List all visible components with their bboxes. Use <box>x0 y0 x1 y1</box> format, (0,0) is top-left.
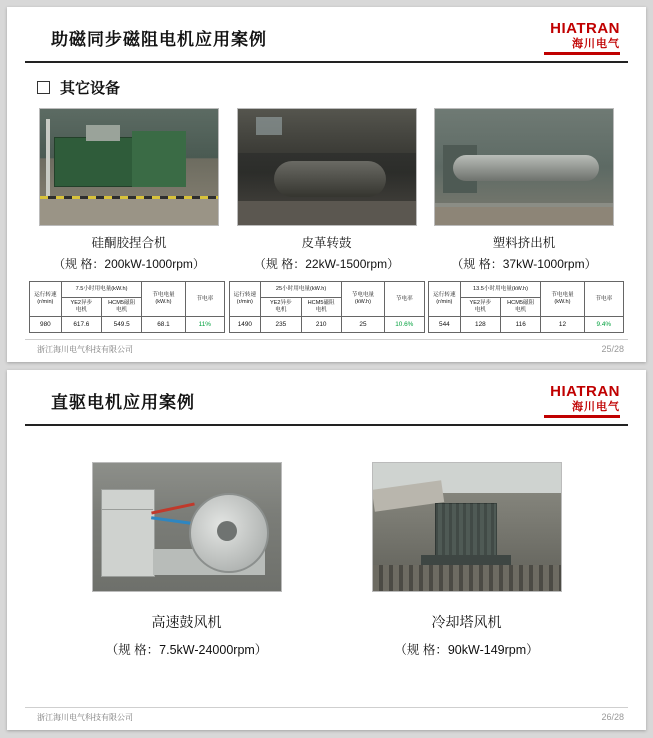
th-saving-rate: 节电率 <box>385 282 424 317</box>
case-photo-leather-drum <box>237 108 417 226</box>
th-saving-rate: 节电率 <box>185 282 224 317</box>
table-row <box>229 317 424 333</box>
case-photo-cooling-tower-fan <box>372 462 562 592</box>
th-energy-group: 13.5小时用电量(kW.h) <box>460 282 541 298</box>
footer-company: 浙江海川电气科技有限公司 <box>37 345 133 354</box>
cell-speed: 544 <box>429 317 461 333</box>
case-spec: （规 格：200kW-1000rpm） <box>53 257 205 271</box>
measurement-table <box>428 281 624 333</box>
cell-saved-kwh: 68.1 <box>142 317 185 333</box>
slide-1 <box>7 7 646 362</box>
cell-saved-kwh: 12 <box>541 317 584 333</box>
section-title: 其它设备 <box>60 80 121 97</box>
cell-async-kwh: 128 <box>460 317 500 333</box>
table-row <box>429 317 624 333</box>
footer-company: 浙江海川电气科技有限公司 <box>37 713 133 722</box>
th-hcm-motor: HCM5磁阻 电机 <box>102 298 142 317</box>
case-item <box>229 108 425 272</box>
case-spec: （规 格：37kW-1000rpm） <box>451 257 597 271</box>
logo-text-en: HIATRAN <box>550 383 620 400</box>
cell-speed: 1490 <box>229 317 261 333</box>
case-spec: （规 格：22kW-1500rpm） <box>253 257 400 271</box>
page-title: 助磁同步磁阻电机应用案例 <box>51 30 267 49</box>
logo-text-en: HIATRAN <box>550 20 620 37</box>
th-saved-energy: 节电电量 (kW.h) <box>541 282 584 317</box>
case-name: 冷却塔风机 <box>431 614 502 630</box>
page-title: 直驱电机应用案例 <box>51 393 195 412</box>
cell-speed: 980 <box>30 317 62 333</box>
logo-text-cn: 海川电气 <box>572 401 620 413</box>
case-photo-extruder <box>434 108 614 226</box>
logo-text-cn: 海川电气 <box>572 38 620 50</box>
th-energy-group: 7.5小时用电量(kW.h) <box>61 282 142 298</box>
company-logo <box>544 21 620 55</box>
slide-2-footer <box>25 707 628 730</box>
case-list <box>31 108 622 272</box>
cell-hcm-kwh: 210 <box>301 317 341 333</box>
case-photo-high-speed-blower <box>92 462 282 592</box>
cell-saving-rate: 9.4% <box>584 317 623 333</box>
measurement-table <box>29 281 225 333</box>
th-saving-rate: 节电率 <box>584 282 623 317</box>
th-saved-energy: 节电电量 (kW.h) <box>142 282 185 317</box>
case-name: 皮革转鼓 <box>301 236 352 250</box>
th-speed: 运行转速 (r/min) <box>429 282 461 317</box>
th-speed: 运行转速 (r/min) <box>229 282 261 317</box>
slide-2-header <box>25 380 628 426</box>
company-logo <box>544 384 620 418</box>
square-bullet-icon <box>37 81 50 94</box>
th-energy-group: 25小时用电量(kW.h) <box>261 282 342 298</box>
case-spec: （规 格：7.5kW-24000rpm） <box>105 643 268 657</box>
table-row <box>30 317 225 333</box>
th-async-motor: YE2异步 电机 <box>61 298 101 317</box>
cell-hcm-kwh: 549.5 <box>102 317 142 333</box>
case-list <box>7 462 646 658</box>
section-heading <box>37 77 646 98</box>
slide-1-footer <box>25 339 628 362</box>
footer-page-number: 25/28 <box>601 344 624 354</box>
case-name: 塑料挤出机 <box>492 236 556 250</box>
logo-underline-bar <box>544 415 620 418</box>
case-name: 硅酮胶捏合机 <box>91 236 167 250</box>
case-photo-kneader <box>39 108 219 226</box>
th-hcm-motor: HCM5磁阻 电机 <box>301 298 341 317</box>
cell-saving-rate: 11% <box>185 317 224 333</box>
case-item <box>426 108 622 272</box>
cell-hcm-kwh: 116 <box>501 317 541 333</box>
measurement-table <box>229 281 425 333</box>
cell-async-kwh: 617.6 <box>61 317 101 333</box>
logo-underline-bar <box>544 52 620 55</box>
case-item <box>342 462 592 658</box>
slide-1-header <box>25 17 628 63</box>
slide-2 <box>7 370 646 730</box>
case-item <box>31 108 227 272</box>
cell-saved-kwh: 25 <box>341 317 384 333</box>
cell-saving-rate: 10.6% <box>385 317 424 333</box>
cell-async-kwh: 235 <box>261 317 301 333</box>
case-item <box>62 462 312 658</box>
case-name: 高速鼓风机 <box>151 614 222 630</box>
case-spec: （规 格：90kW-149rpm） <box>394 643 539 657</box>
measurement-tables <box>29 281 624 333</box>
th-speed: 运行转速 (r/min) <box>30 282 62 317</box>
footer-page-number: 26/28 <box>601 712 624 722</box>
th-async-motor: YE2异步 电机 <box>460 298 500 317</box>
th-async-motor: YE2异步 电机 <box>261 298 301 317</box>
th-hcm-motor: HCM5磁阻 电机 <box>501 298 541 317</box>
th-saved-energy: 节电电量 (kW.h) <box>341 282 384 317</box>
